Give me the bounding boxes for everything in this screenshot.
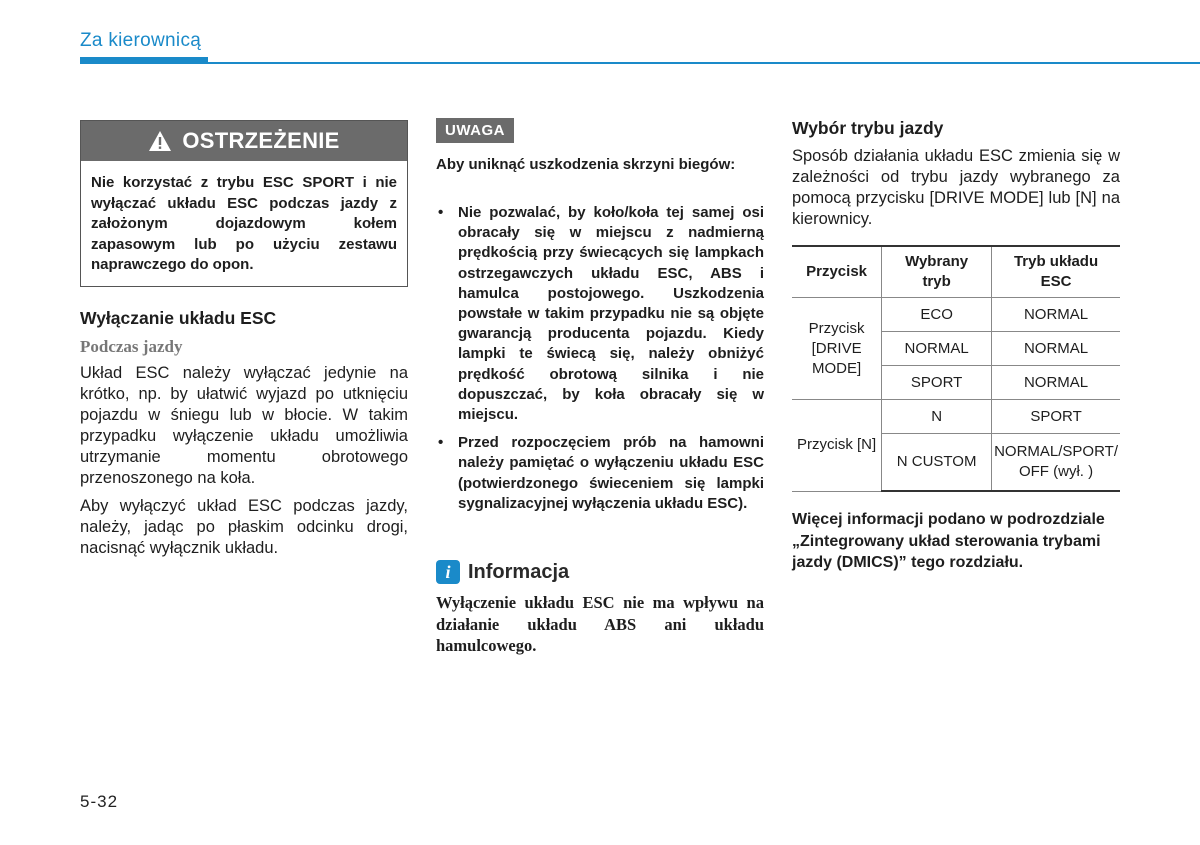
bullet-icon: •	[438, 434, 444, 452]
info-header	[436, 560, 569, 584]
esc-off-paragraph-2: Aby wyłączyć układ ESC podczas jazdy, należy, jadąc po płaskim odcinku drogi, nacisnąć wyłącznik układu.	[80, 497, 408, 557]
caution-list	[436, 203, 764, 514]
table-row	[792, 400, 1120, 434]
table-header-row	[792, 246, 1120, 298]
esc-off-subheading: Podczas jazdy	[80, 337, 183, 356]
table-cell-esc: NORMAL	[992, 366, 1120, 400]
warning-text: Nie korzystać z trybu ESC SPORT i nie wyłączać układu ESC podczas jazdy z założonym dojazdowym kołem zapasowym lub po użyciu zestawu naprawczego do opon.	[91, 174, 397, 273]
drive-mode-heading: Wybór trybu jazdy	[792, 118, 944, 138]
table-cell-esc: NORMAL	[992, 332, 1120, 366]
list-item-text: Przed rozpoczęciem prób na hamowni należy pamiętać o wyłączeniu układu ESC (potwierdzonego świeceniem się lampki sygnalizacyjnej wyłączenia układu ESC).	[458, 434, 764, 512]
header-rule	[80, 62, 1200, 64]
info-title: Informacja	[468, 560, 570, 583]
warning-header	[81, 121, 407, 161]
table-cell-esc: SPORT	[992, 400, 1120, 434]
table-cell-mode: NORMAL	[882, 332, 992, 366]
table-cell-mode: N CUSTOM	[882, 434, 992, 492]
table-row	[792, 298, 1120, 332]
caution-intro: Aby uniknąć uszkodzenia skrzyni biegów:	[436, 156, 736, 173]
drive-mode-paragraph: Sposób działania układu ESC zmienia się w zależności od trybu jazdy wybranego za pomocą przycisku [DRIVE MODE] lub [N] na kierownicy.	[792, 147, 1120, 228]
bullet-icon: •	[438, 204, 444, 221]
warning-triangle-icon	[148, 130, 172, 152]
esc-off-paragraph-1: Układ ESC należy wyłączać jedynie na krótko, np. by ułatwić wyjazd po utknięciu pojazdu w śniegu lub w błocie. W takim przypadku wyłączenie układu umożliwia utrzymanie momentu obrotowego przenoszonego na koła.	[80, 364, 408, 487]
table-header-mode: Wybrany tryb	[882, 246, 992, 298]
header-title: Za kierownicą	[80, 30, 202, 51]
list-item	[436, 203, 764, 425]
list-item	[436, 433, 764, 514]
page-number: 5-32	[80, 792, 119, 811]
info-text: Wyłączenie układu ESC nie ma wpływu na działanie układu ABS ani układu hamulcowego.	[436, 593, 764, 655]
table-cell-mode: N	[882, 400, 992, 434]
warning-title: OSTRZEŻENIE	[182, 128, 340, 153]
drive-mode-reference: Więcej informacji podano w podrozdziale „Zintegrowany układ sterowania trybami jazdy (DMICS)” tego rozdziału.	[792, 511, 1105, 571]
table-cell-button: Przycisk [N]	[792, 400, 882, 492]
table-cell-mode: ECO	[882, 298, 992, 332]
drive-mode-table	[792, 245, 1120, 492]
table-cell-esc: NORMAL	[992, 298, 1120, 332]
caution-label: UWAGA	[436, 118, 514, 143]
table-cell-button: Przycisk [DRIVE MODE]	[792, 298, 882, 400]
table-header-button: Przycisk	[806, 263, 868, 280]
table-cell-esc: NORMAL/SPORT/ OFF (wył. )	[992, 434, 1120, 492]
table-cell-mode: SPORT	[882, 366, 992, 400]
table-header-esc: Tryb układu ESC	[992, 246, 1120, 298]
list-item-text: Nie pozwalać, by koło/koła tej samej osi obracały się w miejscu z nadmierną prędkością przy świecących się lampkach ostrzegawczych układu ESC, ABS i hamulca postojowego. Uszkodzenia powstałe w takim przypadku nie są objęte gwarancją producenta pojazdu. Kiedy lampki te świecą się, należy obniżyć prędkość obrotową silnika i nie dopuszczać, by koła obracały się w miejscu.	[458, 204, 764, 424]
header-rule-accent	[80, 57, 208, 64]
warning-box	[80, 120, 408, 287]
info-icon: i	[436, 560, 460, 584]
esc-off-heading: Wyłączanie układu ESC	[80, 308, 277, 328]
